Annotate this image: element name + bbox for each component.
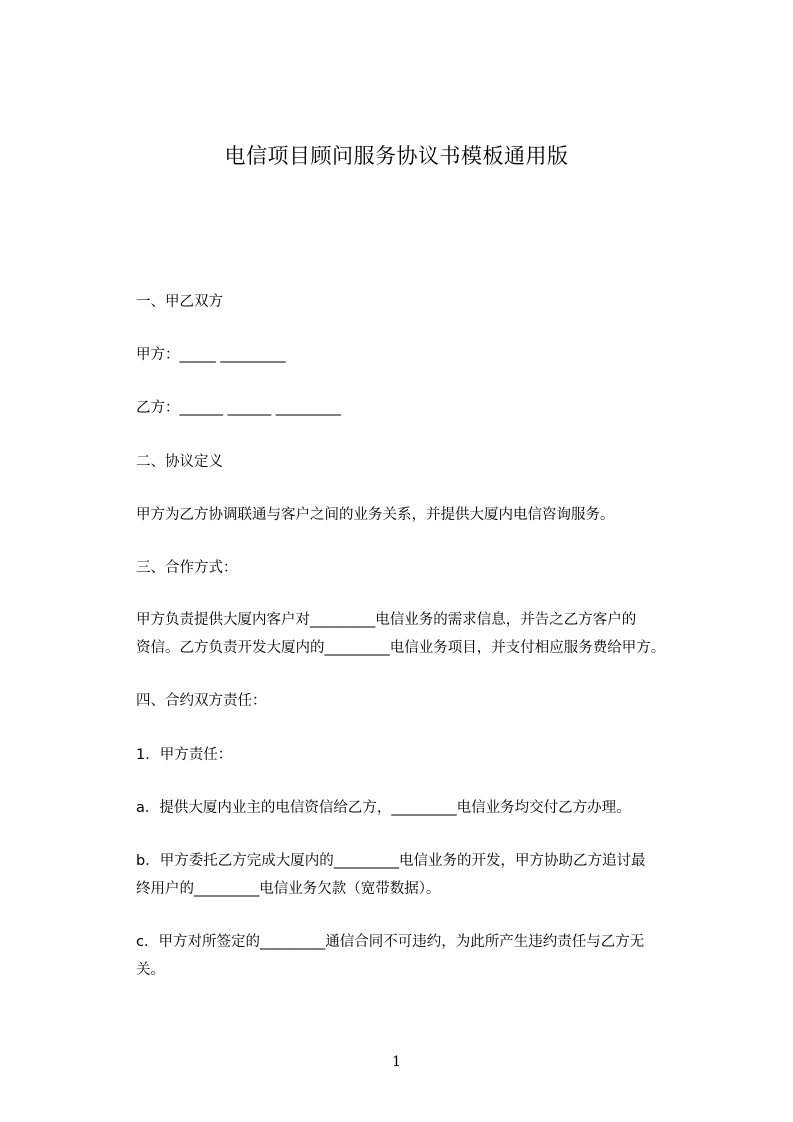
section-heading-responsibilities: 四、合约双方责任：: [136, 693, 267, 709]
party-a-line: 甲方：_____ _________: [136, 347, 286, 363]
document-title: 电信项目顾问服务协议书模板通用版: [224, 144, 569, 168]
cooperation-line-1: 甲方负责提供大厦内客户对_________电信业务的需求信息，并告之乙方客户的: [136, 612, 637, 628]
section-heading-parties: 一、甲乙双方: [136, 294, 223, 310]
party-a-responsibility-heading: 1．甲方责任：: [136, 747, 233, 763]
party-b-line: 乙方：______ ______ _________: [136, 400, 341, 416]
responsibility-item-b: [136, 847, 706, 903]
responsibility-c-line-2: 关。: [136, 962, 165, 978]
definition-body: 甲方为乙方协调联通与客户之间的业务关系，并提供大厦内电信咨询服务。: [136, 507, 615, 523]
section-heading-cooperation: 三、合作方式：: [136, 560, 238, 576]
page-number: 1: [392, 1054, 401, 1070]
responsibility-b-line-2: 终用户的_________电信业务欠款（宽带数据）。: [136, 881, 441, 897]
responsibility-b-line-1: b．甲方委托乙方完成大厦内的_________电信业务的开发，甲方协助乙方追讨最: [136, 853, 646, 869]
responsibility-c-line-1: c．甲方对所签定的_________通信合同不可违约，为此所产生违约责任与乙方无: [136, 934, 645, 950]
responsibility-item-a: a．提供大厦内业主的电信资信给乙方，_________电信业务均交付乙方办理。: [136, 800, 631, 816]
section-heading-definition: 二、协议定义: [136, 454, 223, 470]
responsibility-item-c: [136, 928, 706, 984]
cooperation-line-2: 资信。乙方负责开发大厦内的_________电信业务项目，并支付相应服务费给甲方。: [136, 640, 666, 656]
cooperation-body: [136, 606, 706, 662]
